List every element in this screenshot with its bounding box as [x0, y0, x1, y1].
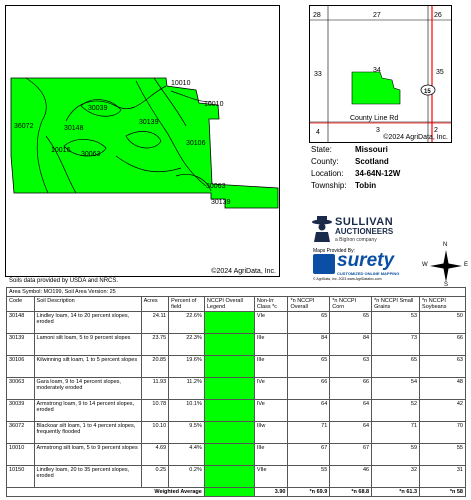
- table-cell: Kilwinning silt loam, 1 to 5 percent slopes: [34, 356, 141, 378]
- road-label: County Line Rd: [350, 115, 399, 122]
- soil-label: 10010: [171, 80, 191, 87]
- soil-label: 10016: [51, 147, 71, 154]
- table-cell: 31: [420, 466, 466, 488]
- county-label: County:: [311, 157, 339, 166]
- table-row: [7, 422, 466, 444]
- surety-wordmark: surety: [337, 250, 395, 271]
- table-cell: 55: [420, 444, 466, 466]
- table-cell: 70: [420, 422, 466, 444]
- township-label: Township:: [311, 181, 347, 190]
- section-label: 26: [434, 12, 442, 19]
- locator-copyright: ©2024 AgriData, Inc.: [383, 134, 448, 141]
- surety-copyright: © AgriData, Inc. 2023 www.AgriDataInc.com: [313, 277, 382, 281]
- table-row: [7, 400, 466, 422]
- col-header: NCCPI Overall Legend: [204, 297, 254, 312]
- state-label: State:: [311, 145, 332, 154]
- table-cell: 71: [288, 422, 330, 444]
- table-cell: 10010: [7, 444, 35, 466]
- soil-label: 30063: [81, 151, 101, 158]
- soil-map: [5, 5, 280, 277]
- sullivan-name: SULLIVAN: [335, 216, 394, 228]
- location-value: 34-64N-12W: [355, 169, 401, 178]
- table-cell: 71: [372, 422, 420, 444]
- route-badge: 15: [424, 89, 431, 95]
- table-cell: 30106: [7, 356, 35, 378]
- soil-label: 30139: [211, 199, 231, 206]
- soil-label: 30039: [88, 105, 108, 112]
- table-cell: Armstrong silt loam, 5 to 9 percent slopes: [34, 444, 141, 466]
- table-cell: IIIe: [254, 334, 288, 356]
- table-cell: 48: [420, 378, 466, 400]
- table-cell: 30039: [7, 400, 35, 422]
- col-header: Percent of field: [169, 297, 205, 312]
- table-cell: Blackoar silt loam, 1 to 4 percent slopes, frequently flooded: [34, 422, 141, 444]
- compass-rose: [422, 242, 469, 288]
- section-label: 34: [373, 67, 381, 74]
- table-cell: 30063: [7, 378, 35, 400]
- table-cell: Armstrong loam, 9 to 14 percent slopes, eroded: [34, 400, 141, 422]
- table-cell: 67: [288, 444, 330, 466]
- table-cell: 0.25: [141, 466, 169, 488]
- table-cell: 46: [330, 466, 372, 488]
- table-cell: [204, 378, 254, 400]
- table-cell: IVe: [254, 378, 288, 400]
- table-cell: [204, 466, 254, 488]
- table-cell: 36072: [7, 422, 35, 444]
- table-cell: VIIe: [254, 466, 288, 488]
- table-cell: 10.78: [141, 400, 169, 422]
- section-label: 28: [313, 12, 321, 19]
- table-cell: 22.3%: [169, 334, 205, 356]
- soil-label: 30106: [186, 140, 206, 147]
- table-cell: VIe: [254, 312, 288, 334]
- table-cell: 11.2%: [169, 378, 205, 400]
- table-cell: [204, 312, 254, 334]
- avg-soybeans: *n 58: [420, 488, 466, 497]
- surety-logo: [311, 248, 421, 284]
- col-header: Soil Description: [34, 297, 141, 312]
- table-cell: 54: [372, 378, 420, 400]
- table-cell: 73: [372, 334, 420, 356]
- table-cell: 11.93: [141, 378, 169, 400]
- table-cell: 32: [372, 466, 420, 488]
- table-cell: 65: [372, 356, 420, 378]
- township-value: Tobin: [355, 181, 377, 190]
- table-cell: 10.1%: [169, 400, 205, 422]
- col-header: Code: [7, 297, 35, 312]
- table-cell: 84: [288, 334, 330, 356]
- col-header: *n NCCPI Soybeans: [420, 297, 466, 312]
- table-cell: 65: [288, 356, 330, 378]
- table-cell: 59: [372, 444, 420, 466]
- legend-swatch: [204, 488, 254, 497]
- table-cell: [204, 400, 254, 422]
- table-cell: Gara loam, 9 to 14 percent slopes, moderately eroded: [34, 378, 141, 400]
- table-cell: 20.85: [141, 356, 169, 378]
- table-cell: 66: [330, 378, 372, 400]
- sullivan-tagline: a BigIron company: [335, 237, 377, 243]
- avg-overall: *n 69.9: [288, 488, 330, 497]
- table-cell: 84: [330, 334, 372, 356]
- table-cell: [204, 356, 254, 378]
- table-cell: Lamoni silt loam, 5 to 9 percent slopes: [34, 334, 141, 356]
- avg-corn: *n 68.8: [330, 488, 372, 497]
- table-cell: 64: [288, 400, 330, 422]
- table-cell: 30139: [7, 334, 35, 356]
- table-cell: 65: [330, 312, 372, 334]
- soil-label: 30139: [139, 119, 159, 126]
- section-label: 35: [436, 69, 444, 76]
- table-cell: 63: [330, 356, 372, 378]
- table-cell: Lindley loam, 14 to 20 percent slopes, eroded: [34, 312, 141, 334]
- table-cell: 10.10: [141, 422, 169, 444]
- soil-label: 10010: [204, 101, 224, 108]
- sullivan-logo: [311, 214, 394, 246]
- table-cell: 23.75: [141, 334, 169, 356]
- table-cell: 4.4%: [169, 444, 205, 466]
- table-cell: 52: [372, 400, 420, 422]
- section-label: 4: [316, 129, 320, 136]
- table-cell: IIIw: [254, 422, 288, 444]
- table-cell: 63: [420, 356, 466, 378]
- section-label: 3: [376, 127, 380, 134]
- table-cell: 42: [420, 400, 466, 422]
- table-row: [7, 334, 466, 356]
- surety-map-icon: [313, 254, 335, 274]
- map-copyright: ©2024 AgriData, Inc.: [211, 268, 276, 275]
- table-cell: 66: [288, 378, 330, 400]
- surety-tagline: CUSTOMIZED ONLINE MAPPING: [337, 271, 400, 276]
- table-cell: 64: [330, 400, 372, 422]
- table-row: [7, 378, 466, 400]
- compass-e: E: [464, 262, 469, 268]
- location-info: [311, 144, 400, 192]
- col-header: *n NCCPI Overall: [288, 297, 330, 312]
- locator-canvas: [310, 6, 451, 142]
- section-label: 2: [434, 127, 438, 134]
- location-label: Location:: [311, 169, 344, 178]
- section-label: 33: [314, 71, 322, 78]
- soil-label: 30148: [64, 125, 84, 132]
- table-header: [7, 297, 466, 312]
- col-header: *n NCCPI Small Grains: [372, 297, 420, 312]
- table-row: [7, 444, 466, 466]
- compass-n: N: [443, 242, 448, 248]
- table-cell: 22.6%: [169, 312, 205, 334]
- table-cell: 50: [420, 312, 466, 334]
- soil-table: [6, 287, 466, 497]
- soil-label: 30063: [206, 183, 226, 190]
- table-cell: [204, 444, 254, 466]
- compass-icon: [426, 246, 469, 286]
- table-row: [7, 466, 466, 488]
- maps-by-label: Maps Provided By:: [313, 248, 355, 254]
- table-cell: 24.11: [141, 312, 169, 334]
- table-cell: IVe: [254, 400, 288, 422]
- table-cell: 55: [288, 466, 330, 488]
- col-header: Acres: [141, 297, 169, 312]
- soil-label: 36072: [14, 123, 34, 130]
- county-value: Scotland: [355, 157, 389, 166]
- section-label: 27: [373, 12, 381, 19]
- table-cell: 9.5%: [169, 422, 205, 444]
- compass-s: S: [444, 282, 449, 288]
- data-source-note: Soils data provided by USDA and NRCS.: [9, 278, 119, 284]
- table-cell: 64: [330, 422, 372, 444]
- table-cell: 65: [288, 312, 330, 334]
- table-row: [7, 312, 466, 334]
- soil-map-canvas: [6, 6, 279, 276]
- avg-small-grains: *n 61.3: [372, 488, 420, 497]
- table-footer: [7, 488, 466, 497]
- table-cell: IIIe: [254, 356, 288, 378]
- locator-map: [309, 5, 452, 143]
- compass-w: W: [422, 262, 428, 268]
- table-cell: 30148: [7, 312, 35, 334]
- col-header: *n NCCPI Corn: [330, 297, 372, 312]
- table-cell: [204, 334, 254, 356]
- col-header: Non-Irr Class *c: [254, 297, 288, 312]
- table-cell: IIIe: [254, 444, 288, 466]
- weighted-average-label: Weighted Average: [7, 488, 205, 497]
- table-cell: Lindley loam, 20 to 35 percent slopes, eroded: [34, 466, 141, 488]
- table-row: [7, 356, 466, 378]
- table-cell: 10150: [7, 466, 35, 488]
- table-cell: [204, 422, 254, 444]
- state-value: Missouri: [355, 145, 388, 154]
- avg-class: 3.90: [254, 488, 288, 497]
- table-cell: 53: [372, 312, 420, 334]
- table-cell: 67: [330, 444, 372, 466]
- sullivan-sub: AUCTIONEERS: [335, 227, 394, 236]
- area-symbol: Area Symbol: MO199, Soil Area Version: 25: [7, 288, 466, 297]
- table-cell: 0.2%: [169, 466, 205, 488]
- field-marker: [352, 72, 400, 104]
- table-cell: 19.6%: [169, 356, 205, 378]
- auctioneer-icon: [311, 216, 333, 242]
- table-cell: 66: [420, 334, 466, 356]
- table-cell: 4.69: [141, 444, 169, 466]
